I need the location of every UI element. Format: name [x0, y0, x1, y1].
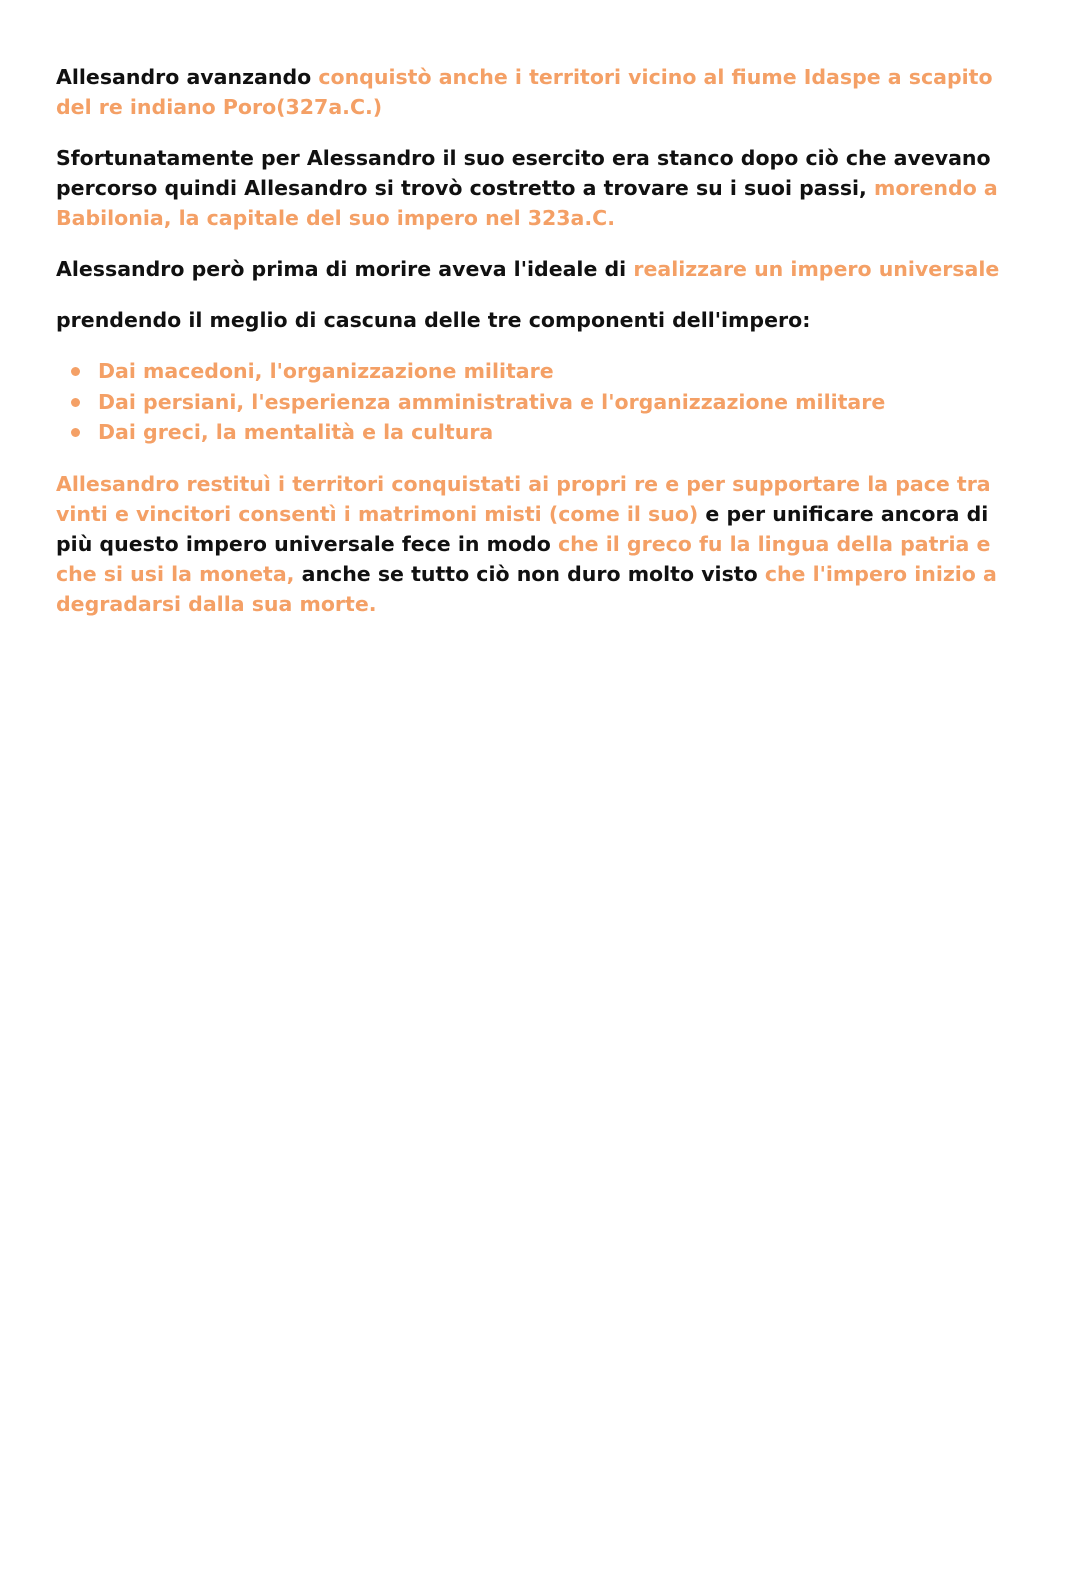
bullet-dot-icon: [71, 398, 80, 407]
text-run: Sfortunatamente per Alessandro il suo esercito era stanco dopo ciò che avevano percorso quindi Allesandro si trovò costretto a trovare su i suoi passi,: [56, 146, 991, 200]
text-run: prendendo il meglio di cascuna delle tre componenti dell'impero:: [56, 308, 811, 332]
text-run: Alessandro però prima di morire aveva l'ideale di: [56, 257, 634, 281]
bullet-dot-icon: [71, 367, 80, 376]
paragraph-return-babylon: [56, 143, 1024, 233]
paragraph-universal-empire: [56, 254, 1024, 284]
list-item: [56, 356, 1024, 387]
highlighted-text: morendo a Babilonia, la capitale del suo impero nel 323a.C.: [56, 176, 998, 230]
highlighted-text: che l'impero inizio a degradarsi dalla sua morte.: [56, 561, 997, 616]
bullet-dot-icon: [71, 428, 80, 437]
components-list: [56, 356, 1024, 448]
text-run: e per unificare ancora di più questo impero universale fece in modo: [56, 501, 989, 556]
text-run: anche se tutto ciò non duro molto visto: [294, 561, 765, 586]
list-item-text: Dai macedoni, l'organizzazione militare: [98, 359, 554, 383]
list-item: [56, 387, 1024, 418]
paragraph-hydaspes: [56, 62, 1024, 122]
paragraph-components-intro: [56, 305, 1024, 335]
list-item-text: Dai persiani, l'esperienza amministrativa e l'organizzazione militare: [98, 389, 886, 414]
highlighted-text: conquistò anche i territori vicino al fiume Idaspe a scapito del re indiano Poro(327a.C.): [56, 65, 993, 119]
paragraph-policies: [56, 469, 1024, 619]
list-item-text: Dai greci, la mentalità e la cultura: [98, 420, 494, 444]
highlighted-text: realizzare un impero universale: [633, 257, 1000, 281]
highlighted-text: Allesandro restituì i territori conquistati ai propri re e per supportare la pace tra vinti e vincitori consentì i matrimoni misti (come il suo): [56, 471, 991, 526]
document-page: [56, 62, 1024, 640]
highlighted-text: che il greco fu la lingua della patria e che si usi la moneta,: [56, 531, 991, 586]
text-run: Allesandro avanzando: [56, 65, 319, 89]
list-item: [56, 417, 1024, 448]
